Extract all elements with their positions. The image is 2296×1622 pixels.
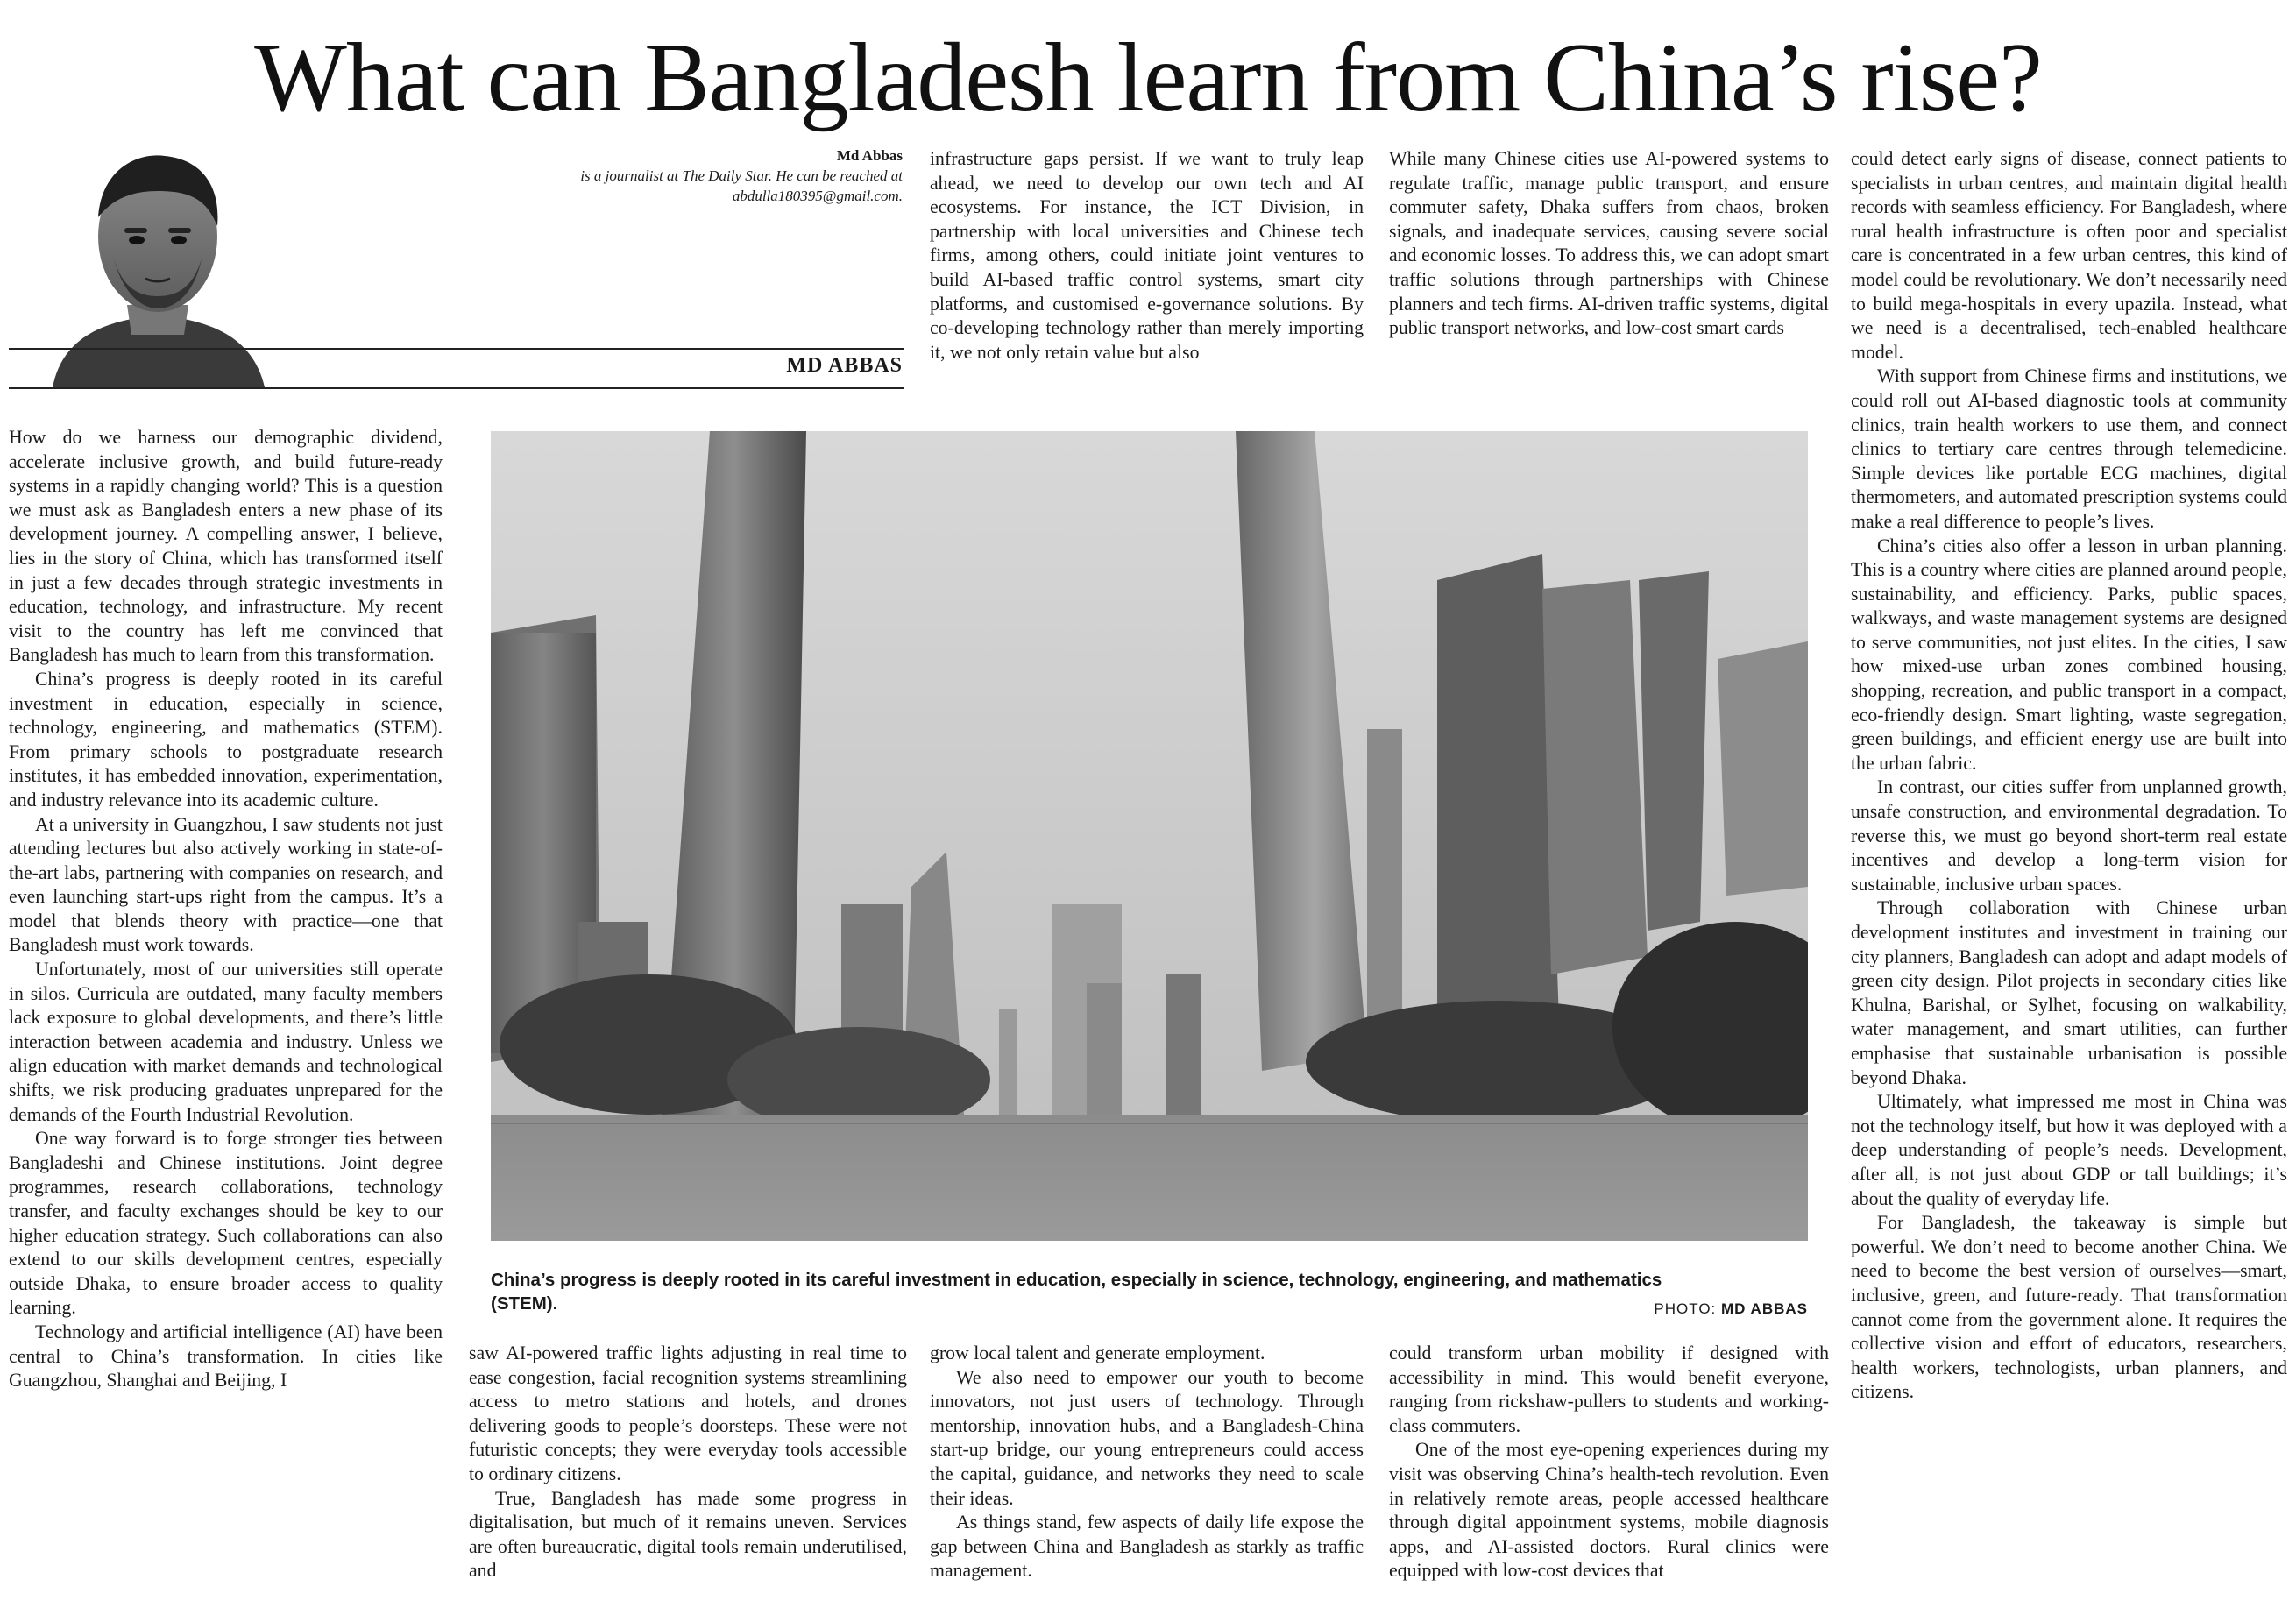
paragraph: For Bangladesh, the takeaway is simple but powerful. We don’t need to become another China. We need to become the best version of ourselves—smart, inclusive, green, and future-ready. That transformation cannot come from the government alone. It requires the collective vision and effort of educators, researchers, health workers, technologists, urban planners, and citizens. [1851,1212,2287,1403]
byline-rule [9,348,904,350]
paragraph: could transform urban mobility if designed with accessibility in mind. This would benefit everyone, ranging from rickshaw-pullers to students and working-class commuters. [1389,1342,1829,1436]
paragraph: saw AI-powered traffic lights adjusting in real time to ease congestion, facial recognition systems streamlining access to metro stations and hotels, and drones delivering goods to people’s doorsteps. These were not futuristic concepts; they were everyday tools accessible to ordinary citizens. [469,1342,907,1484]
paragraph: China’s cities also offer a lesson in urban planning. This is a country where cities are planned around people, sustainability, and efficiency. Parks, public spaces, walkways, and waste management systems are designed to serve communities, not just elites. In the cities, I saw how mixed-use urban zones combined housing, shopping, recreation, and public transport in a compact, eco-friendly design. Smart lighting, waste segregation, green buildings, and efficient energy use are built into the urban fabric. [1851,535,2287,774]
article-column-2-bottom [469,1342,907,1583]
article-column-3-top [1389,147,1829,341]
article-column-3-bottom [930,1342,1364,1583]
author-portrait [44,140,272,387]
paragraph: Ultimately, what impressed me most in China was not the technology itself, but how it was deployed with a deep understanding of people’s needs. Development, after all, is not just about GDP or tall buildings; it’s about the quality of everyday life. [1851,1091,2287,1209]
paragraph: At a university in Guangzhou, I saw students not just attending lectures but also actively working in state-of-the-art labs, partnering with companies on research, and even launching start-ups right from the campus. It’s a model that blends theory with practice—one that Bangladesh must work towards. [9,813,443,956]
byline: MD ABBAS [786,354,903,377]
paragraph: As things stand, few aspects of daily life expose the gap between China and Bangladesh as starkly as traffic management. [930,1512,1364,1582]
paragraph: One of the most eye-opening experiences during my visit was observing China’s health-tech revolution. Even in relatively remote areas, people accessed healthcare through digital appointment systems, mobile diagnosis apps, and AI-assisted doctors. Rural clinics were equipped with low-cost devices that [1389,1439,1829,1582]
article-photo [491,431,1808,1241]
photo-caption: China’s progress is deeply rooted in its careful investment in education, especially in science, technology, engineering, and mathematics (STEM). [491,1270,1662,1314]
paragraph: could detect early signs of disease, connect patients to specialists in urban centres, and maintain digital health records with seamless efficiency. For Bangladesh, where rural health infrastructure is often poor and specialist care is concentrated in a few urban centres, this kind of model could be revolutionary. We don’t necessarily need to build mega-hospitals in every upazila. Instead, what we need is a decentralised, tech-enabled healthcare model. [1851,148,2287,363]
paragraph: How do we harness our demographic dividend, accelerate inclusive growth, and build future-ready systems in a rapidly changing world? This is a question we must ask as Bangladesh enters a new phase of its development journey. A compelling answer, I believe, lies in the story of China, which has transformed itself in just a few decades through strategic investments in education, technology, and infrastructure. My recent visit to the country has left me convinced that Bangladesh has much to learn from this transformation. [9,427,443,666]
paragraph: Unfortunately, most of our universities still operate in silos. Curricula are outdated, many faculty members lack exposure to global developments, and there’s little interaction between academia and industry. Unless we align education with market demands and technological shifts, we risk producing graduates unprepared for the demands of the Fourth Industrial Revolution. [9,959,443,1125]
photo-credit-name: MD ABBAS [1721,1300,1808,1317]
paragraph: With support from Chinese firms and institutions, we could roll out AI-based diagnostic tools at community clinics, train health workers to use them, and connect clinics to tertiary care centres through telemedicine. Simple devices like portable ECG machines, digital thermometers, and automated prescription systems could make a real difference to people’s lives. [1851,365,2287,532]
paragraph: grow local talent and generate employment. [930,1342,1265,1363]
headline: What can Bangladesh learn from China’s rise? [254,24,2042,132]
paragraph: While many Chinese cities use AI-powered systems to regulate traffic, manage public transport, and ensure commuter safety, Dhaka suffers from chaos, broken signals, and inadequate services, causing severe social and economic losses. To address this, we can adopt smart traffic solutions through partnerships with Chinese planners and tech firms. AI-driven traffic systems, digital public transport networks, and low-cost smart cards [1389,148,1829,339]
paragraph: In contrast, our cities suffer from unplanned growth, unsafe construction, and environmental degradation. To reverse this, we must go beyond short-term real estate incentives and develop a long-term vision for sustainable, inclusive urban spaces. [1851,776,2287,895]
article-column-4-bottom [1389,1342,1829,1583]
paragraph: We also need to empower our youth to become innovators, not just users of technology. Through mentorship, innovation hubs, and a Bangladesh-China start-up bridge, our young entrepreneurs could access the capital, guidance, and networks they need to scale their ideas. [930,1366,1364,1509]
byline-rule-bottom [9,387,904,389]
paragraph: China’s progress is deeply rooted in its careful investment in education, especially in science, technology, engineering, and mathematics (STEM). From primary schools to postgraduate research institutes, it has embedded innovation, experimentation, and industry relevance into its academic culture. [9,668,443,811]
author-bio [491,145,903,206]
article-column-1 [9,426,443,1393]
article-column-5 [1851,147,2287,1405]
paragraph: Through collaboration with Chinese urban development institutes and investment in training our city planners, Bangladesh can adopt and adapt models of green city design. Pilot projects in secondary cities like Khulna, Barishal, or Sylhet, focusing on walkability, water management, and smart utilities, can further emphasise that sustainable urbanisation is possible beyond Dhaka. [1851,897,2287,1088]
photo-credit-label: PHOTO: [1654,1300,1717,1317]
author-bio-text: is a journalist at The Daily Star. He can be reached at abdulla180395@gmail.com. [580,167,903,204]
paragraph: infrastructure gaps persist. If we want to truly leap ahead, we need to develop our own tech and AI ecosystems. For instance, the ICT Division, in partnership with local universities and Chinese tech firms, among others, could initiate joint ventures to build AI-based traffic control systems, smart city platforms, and customised e-governance solutions. By co-developing technology rather than merely importing it, we not only retain value but also [930,148,1364,363]
photo-credit [1560,1300,1808,1318]
paragraph: One way forward is to forge stronger ties between Bangladeshi and Chinese institutions. Joint degree programmes, research collaborations, technology transfer, and faculty exchanges should be key to our higher education strategy. Such collaborations can also extend to our skills development centres, especially outside Dhaka, to ensure broader access to quality learning. [9,1128,443,1319]
paragraph: Technology and artificial intelligence (AI) have been central to China’s transformation. In cities like Guangzhou, Shanghai and Beijing, I [9,1321,443,1392]
author-bio-name: Md Abbas [836,147,903,164]
paragraph: True, Bangladesh has made some progress in digitalisation, but much of it remains uneven. Services are often bureaucratic, digital tools remain underutilised, and [469,1487,907,1582]
article-column-2-top [930,147,1364,365]
